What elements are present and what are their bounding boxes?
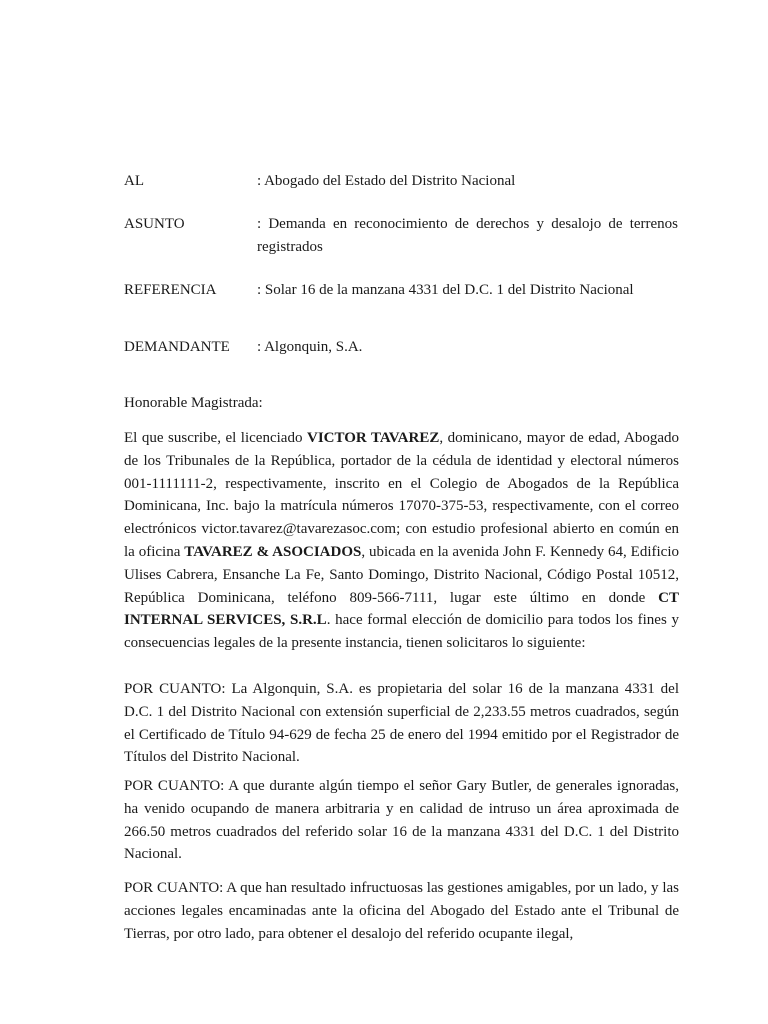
firm-name: TAVAREZ & ASOCIADOS	[184, 543, 362, 560]
header-label-al: AL	[124, 173, 144, 189]
company-name: CT INTERNAL SERVICES, S.R.L	[124, 589, 679, 629]
por-cuanto-3: POR CUANTO: A que han resultado infructuosas las gestiones amigables, por un lado, y las acciones legales encaminadas ante la oficina del Abogado del Estado ante el Tribunal de Tierras, por otro lado, para obtener el desalojo del referido ocupante ilegal,	[124, 880, 679, 942]
header-label-asunto: ASUNTO	[124, 216, 185, 232]
por-cuanto-1: POR CUANTO: La Algonquin, S.A. es propietaria del solar 16 de la manzana 4331 del D.C. 1 del Distrito Nacional con extensión superficial de 2,233.55 metros cuadrados, según el Certificado de Título 94-629 de fecha 25 de enero del 1994 emitido por el Registrador de Títulos del Distrito Nacional.	[124, 681, 679, 766]
header-value-al: : Abogado del Estado del Distrito Nacional	[257, 173, 516, 189]
header-value-demandante: : Algonquin, S.A.	[257, 339, 363, 355]
intro-text-2: , dominicano, mayor de edad, Abogado de los Tribunales de la República, portador de la cédula de identidad y electoral números 001-1111111-2, respectivamente, inscrito en el Colegio de Abogados de la República Dominicana, Inc. bajo la matrícula números 17070-375-53, respectivamente, con el correo electrónicos victor.tavarez@tavarezasoc.com; con estudio profesional abierto en común en la oficina	[124, 430, 679, 560]
salutation: Honorable Magistrada:	[124, 395, 263, 411]
intro-text-1: El que suscribe, el licenciado	[124, 430, 307, 446]
intro-paragraph	[124, 427, 679, 655]
header-value-asunto: : Demanda en reconocimiento de derechos y desalojo de terrenos registrados	[257, 216, 678, 255]
intro-text-4: . hace formal elección de domicilio para todos los fines y consecuencias legales de la presente instancia, tienen solicitaros lo siguiente:	[124, 612, 679, 652]
intro-text-3: , ubicada en la avenida John F. Kennedy 64, Edificio Ulises Cabrera, Ensanche La Fe, Santo Domingo, Distrito Nacional, Código Postal 10512, República Dominicana, teléfono 809-566-7111, lugar este último en donde	[124, 543, 679, 606]
header-label-referencia: REFERENCIA	[124, 282, 217, 298]
por-cuanto-2: POR CUANTO: A que durante algún tiempo el señor Gary Butler, de generales ignoradas, ha venido ocupando de manera arbitraria y en calidad de intruso un área aproximada de 266.50 metros cuadrados del referido solar 16 de la manzana 4331 del D.C. 1 del Distrito Nacional.	[124, 778, 679, 863]
header-value-referencia: : Solar 16 de la manzana 4331 del D.C. 1 del Distrito Nacional	[257, 282, 634, 298]
header-label-demandante: DEMANDANTE	[124, 339, 230, 355]
lawyer-name: VICTOR TAVAREZ	[306, 430, 440, 446]
